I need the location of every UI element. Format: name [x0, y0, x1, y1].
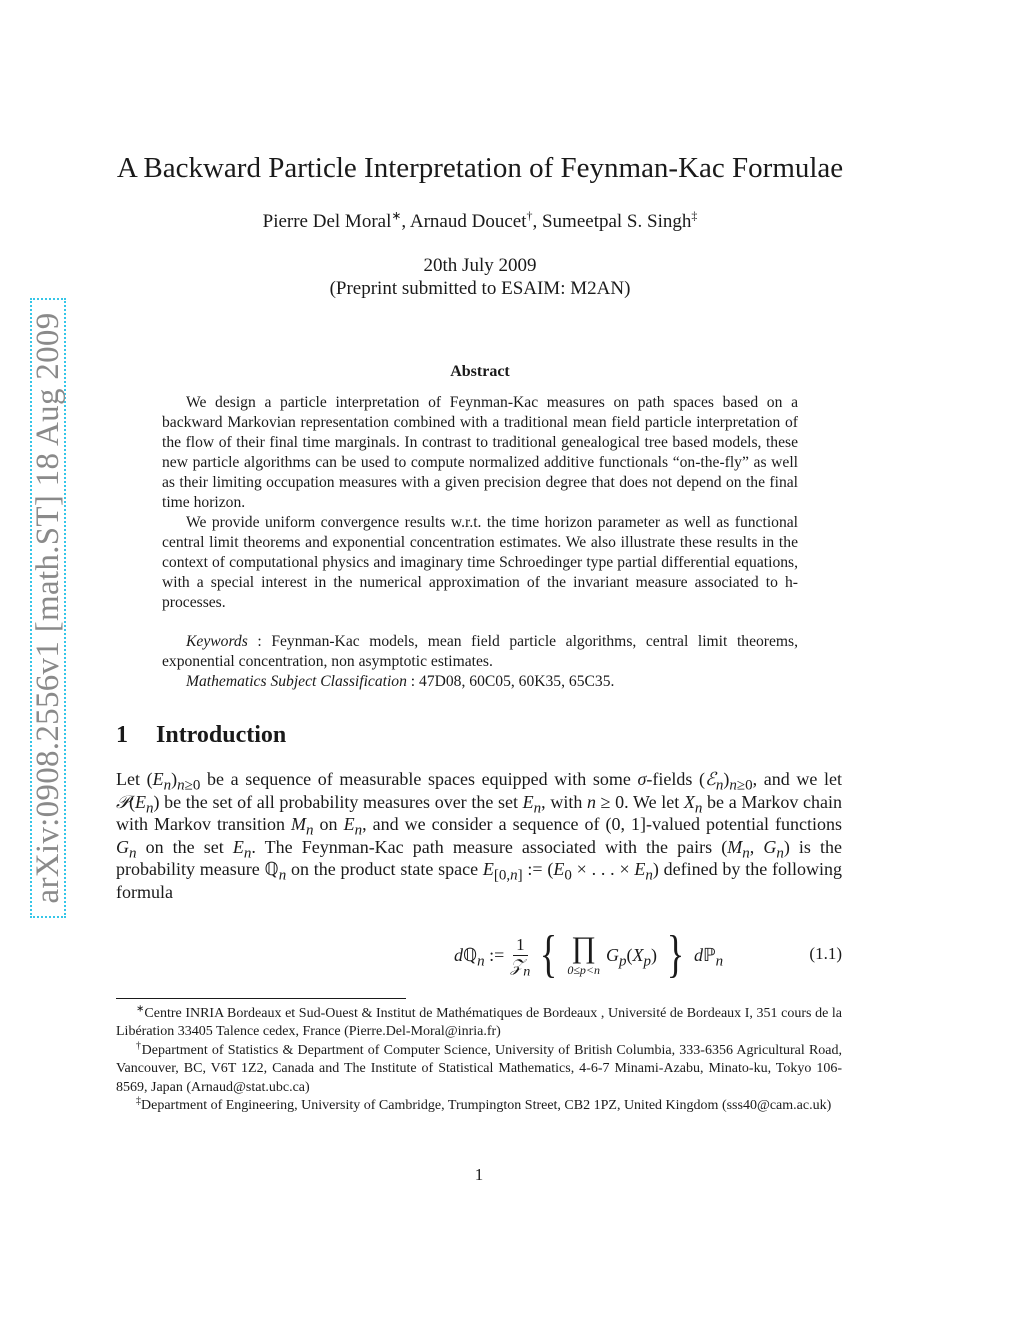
abstract-body: [162, 393, 798, 613]
author-name: Sumeetpal S. Singh: [541, 211, 692, 232]
keywords-text: : Feynman-Kac models, mean field particle algorithms, central limit theorems, exponential concentration, non asymptotic estimates.: [162, 633, 799, 670]
footnote-text: Department of Engineering, University of Cambridge, Trumpington Street, CB2 1PZ, United Kingdom (sss40@cam.ac.uk): [141, 1098, 832, 1114]
keywords-label: Keywords: [186, 633, 248, 650]
msc-text: : 47D08, 60C05, 60K35, 65C35.: [410, 673, 615, 690]
msc-label: Mathematics Subject Classification: [186, 673, 407, 690]
page-number: 1: [474, 1165, 484, 1184]
abstract-heading: Abstract: [450, 363, 510, 380]
submission-note: (Preprint submitted to ESAIM: M2AN): [329, 278, 631, 299]
footnote-mark: ∗: [136, 1003, 145, 1015]
date-block: [116, 254, 844, 300]
footnote-text: Department of Statistics & Department of Computer Science, University of British Columbia, 333-6356 Agricultural Road, Vancouver, BC, V6T 1Z2, Canada and The Institute of Statistical Mathematics, 4-6-7 Minami-Azabu, Minato-ku, Tokyo 106-8569, Japan (Arnaud@stat.ubc.ca): [116, 1042, 842, 1095]
section-title: Introduction: [156, 722, 287, 748]
author-name: Arnaud Doucet: [409, 211, 527, 232]
footnote-mark: ‡: [136, 1095, 141, 1107]
author-list: Pierre Del Moral∗, Arnaud Doucet†, Sumeetpal S. Singh‡: [262, 208, 698, 232]
abstract-paragraph: We design a particle interpretation of Feynman-Kac measures on path spaces based on a backward Markovian representation combined with a traditional mean field particle interpretation of the flow of their final time marginals. In contrast to traditional genealogical tree based models, these new particle algorithms can be used to compute normalized additive functionals “on-the-fly” as well as their limiting occupation measures with a given precision degree that does not depend on the final time horizon.: [162, 394, 798, 511]
msc-line: [162, 672, 798, 692]
author-mark: †: [526, 208, 533, 223]
paper-title: A Backward Particle Interpretation of Feynman-Kac Formulae: [116, 152, 844, 184]
author-mark: ∗: [391, 208, 402, 223]
footnote: [116, 1042, 842, 1097]
footnote: [116, 1005, 842, 1042]
footnote-rule: [116, 998, 406, 999]
introduction-paragraph: Let $(E_n)_{n\ge 0}$ be a sequence of measurable spaces equipped with some σ-fields $(ℰ_n)_{n\ge 0}$, and we let $𝒫(E_n)$ be the set of all probability measures over the set $E_n$, with n ≥ 0. We let $X_n$ be a Markov chain with Markov transition $M_n$ on $E_n$, and we consider a sequence of (0, 1]-valued potential functions $G_n$ on the set $E_n$. The Feynman-Kac path measure associated with the pairs ($M_n$, $G_n$) is the probability measure ℚ$_n$ on the product state space $E_{[0,n]}$ := ($E_0$ × . . . × $E_n$) defined by the following formula: [116, 769, 843, 902]
equation-expression: dℚ$_n$ := $\frac{1}{𝒵_n}$ { ∏ 0≤p<n $G_p(X_p)$ } dℙ$_n$: [454, 926, 724, 983]
footnote: [116, 1097, 842, 1115]
footnote-mark: †: [136, 1040, 142, 1052]
keywords-line: [162, 632, 798, 672]
equation-number: (1.1): [809, 944, 842, 963]
footnotes: [116, 1005, 842, 1115]
footnote-text: Centre INRIA Bordeaux et Sud-Ouest & Institut de Mathématiques de Bordeaux , Université de Bordeaux I, 351 cours de la Libération 33405 Talence cedex, France (Pierre.Del-Moral@inria.fr): [116, 1006, 842, 1040]
equation-1-1: [116, 920, 842, 990]
section-heading: [116, 722, 286, 749]
publication-date: 20th July 2009: [423, 255, 537, 276]
author-mark: ‡: [691, 208, 698, 223]
section-number: 1: [116, 722, 128, 748]
arxiv-identifier-stamp[interactable]: arXiv:0908.2556v1 [math.ST] 18 Aug 2009: [30, 298, 66, 918]
keywords-block: [162, 632, 798, 692]
author-name: Pierre Del Moral: [262, 211, 392, 232]
abstract-paragraph: We provide uniform convergence results w.r.t. the time horizon parameter as well as functional central limit theorems and exponential concentration estimates. We also illustrate these results in the context of computational physics and imaginary time Schroedinger type partial differential equations, with a special interest in the numerical approximation of the invariant measure associated to h-processes.: [162, 514, 798, 611]
